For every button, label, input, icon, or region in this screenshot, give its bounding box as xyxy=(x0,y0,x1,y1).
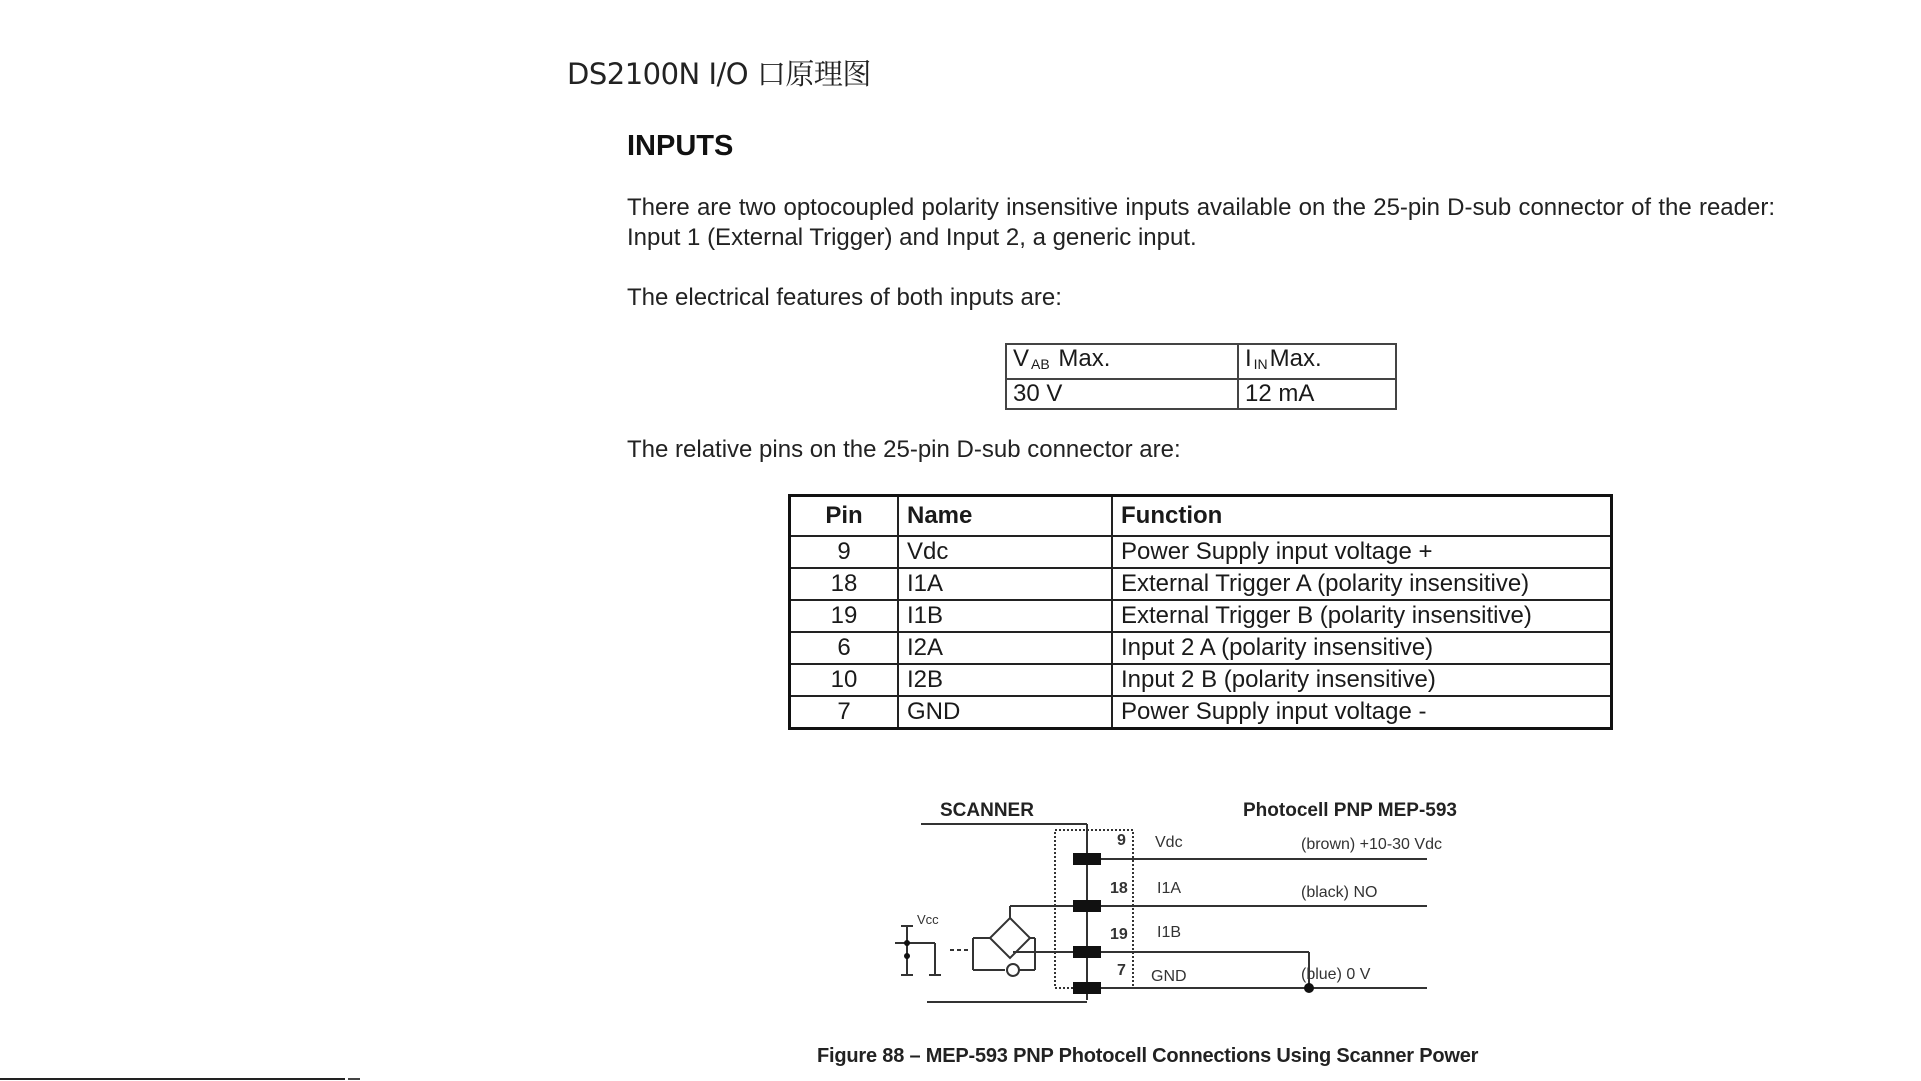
table-row xyxy=(790,664,1612,696)
cell-name: GND xyxy=(898,696,1112,729)
diagram-pin-19: 19 xyxy=(1110,926,1128,943)
table-row xyxy=(790,536,1612,568)
spec-value-vab: 30 V xyxy=(1006,379,1238,409)
diagram-scanner-label: SCANNER xyxy=(940,800,1034,821)
footnote-divider xyxy=(0,1078,345,1080)
electrical-spec-table xyxy=(1005,343,1397,410)
cell-pin: 7 xyxy=(790,696,899,729)
diagram-pin-7: 7 xyxy=(1117,962,1126,979)
cell-function: External Trigger A (polarity insensitive) xyxy=(1112,568,1612,600)
spec-value-row xyxy=(1006,379,1396,409)
cell-pin: 10 xyxy=(790,664,899,696)
wiring-diagram xyxy=(895,790,1515,1030)
cell-pin: 19 xyxy=(790,600,899,632)
table-row xyxy=(790,696,1612,729)
pins-paragraph: The relative pins on the 25-pin D-sub connector are: xyxy=(627,436,1181,463)
spec-header-vab: V $_{AB}$ Max. xyxy=(1006,344,1238,379)
diagram-photocell-label: Photocell PNP MEP-593 xyxy=(1243,800,1457,821)
diagram-pin-18: 18 xyxy=(1110,880,1128,897)
figure-caption: Figure 88 – MEP-593 PNP Photocell Connections Using Scanner Power xyxy=(817,1045,1479,1067)
diagram-vcc-label: Vcc xyxy=(917,912,939,927)
table-row xyxy=(790,568,1612,600)
diagram-signal-gnd: GND xyxy=(1151,968,1187,985)
diagram-pin-9: 9 xyxy=(1117,832,1126,849)
wiring-schematic-icon xyxy=(895,790,1515,1030)
cell-name: Vdc xyxy=(898,536,1112,568)
header-name: Name xyxy=(898,496,1112,537)
spec-value-iin: 12 mA xyxy=(1238,379,1396,409)
cell-function: Input 2 B (polarity insensitive) xyxy=(1112,664,1612,696)
cell-pin: 6 xyxy=(790,632,899,664)
intro-paragraph: There are two optocoupled polarity insensitive inputs available on the 25-pin D-sub connector of the reader: Input 1 (External Trigger) and Input 2, a generic input. xyxy=(627,194,1775,251)
diagram-signal-vdc: Vdc xyxy=(1155,834,1183,851)
cell-function: External Trigger B (polarity insensitive) xyxy=(1112,600,1612,632)
cell-name: I2A xyxy=(898,632,1112,664)
diagram-wire-blue: (blue) 0 V xyxy=(1301,966,1371,983)
footnote-divider-stub xyxy=(348,1078,360,1080)
document-title: DS2100N I/O 口原理图 xyxy=(567,57,871,91)
features-paragraph: The electrical features of both inputs are: xyxy=(627,284,1062,311)
header-function: Function xyxy=(1112,496,1612,537)
spec-header-iin: I $_{IN}$Max. xyxy=(1238,344,1396,379)
cell-pin: 18 xyxy=(790,568,899,600)
table-row xyxy=(790,632,1612,664)
header-pin: Pin xyxy=(790,496,899,537)
diagram-signal-i1b: I1B xyxy=(1157,924,1182,941)
cell-name: I1B xyxy=(898,600,1112,632)
table-row xyxy=(790,600,1612,632)
pin-table-header xyxy=(790,496,1612,537)
cell-name: I2B xyxy=(898,664,1112,696)
diagram-wire-brown: (brown) +10-30 Vdc xyxy=(1301,836,1442,853)
cell-function: Power Supply input voltage + xyxy=(1112,536,1612,568)
cell-name: I1A xyxy=(898,568,1112,600)
spec-header-row xyxy=(1006,344,1396,379)
cell-function: Power Supply input voltage - xyxy=(1112,696,1612,729)
pin-table xyxy=(788,494,1613,730)
diagram-signal-i1a: I1A xyxy=(1157,880,1182,897)
diagram-wire-black: (black) NO xyxy=(1301,884,1378,901)
section-heading: INPUTS xyxy=(627,130,734,162)
cell-function: Input 2 A (polarity insensitive) xyxy=(1112,632,1612,664)
cell-pin: 9 xyxy=(790,536,899,568)
